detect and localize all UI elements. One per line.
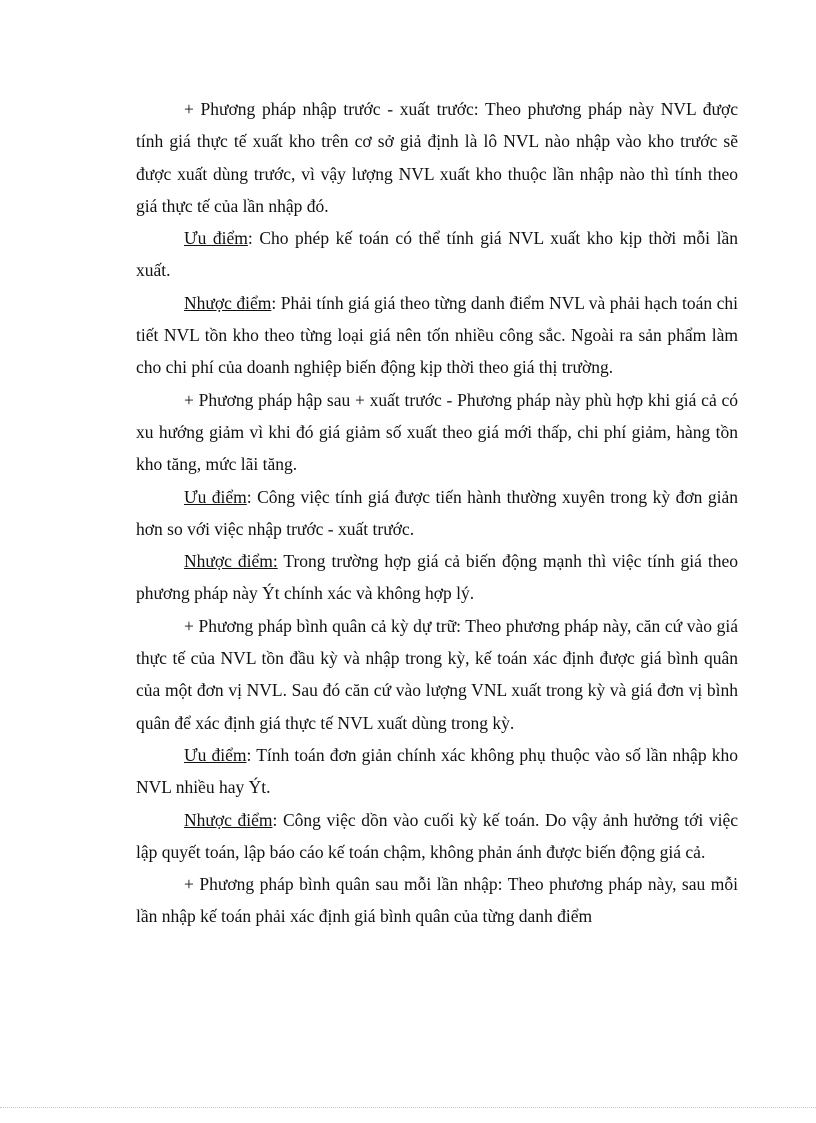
paragraph-text: + Phương pháp hập sau + xuất trước - Phương pháp này phù hợp khi giá cả có xu hướng giảm vì khi đó giá giảm số xuất theo giá mới thấp, chi phí giảm, hàng tồn kho tăng, mức lãi tăng. (136, 389, 738, 475)
paragraph-text: + Phương pháp bình quân cả kỳ dự trữ: Theo phương pháp này, căn cứ vào giá thực tế của NVL tồn đầu kỳ và nhập trong kỳ, kế toán xác định được giá bình quân của một đơn vị NVL. Sau đó căn cứ vào lượng VNL xuất trong kỳ và giá đơn vị bình quân để xác định giá thực tế NVL xuất dùng trong kỳ. (136, 615, 738, 733)
paragraph-period-average-description (136, 610, 738, 739)
paragraph-lifo-disadvantages (136, 545, 738, 610)
page-bottom-rule (0, 1107, 816, 1108)
paragraph-fifo-advantages (136, 222, 738, 287)
paragraph-period-average-disadvantages (136, 804, 738, 869)
advantages-label: Ưu điểm (184, 486, 247, 507)
paragraph-text: : Cho phép kế toán có thể tính giá NVL xuất kho kịp thời mỗi lần xuất. (136, 228, 738, 281)
paragraph-text: : Tính toán đơn giản chính xác không phụ thuộc vào số lần nhập kho NVL nhiều hay Ýt. (136, 744, 738, 798)
paragraph-text: + Phương pháp bình quân sau mỗi lần nhập: Theo phương pháp này, sau mỗi lần nhập kế toán phải xác định giá bình quân của từng danh điểm (136, 874, 738, 927)
paragraph-text: : Công việc tính giá được tiến hành thường xuyên trong kỳ đơn giản hơn so với việc nhập trước - xuất trước. (136, 486, 738, 539)
paragraph-lifo-advantages (136, 481, 738, 546)
disadvantages-label: Nhược điểm (184, 809, 273, 830)
paragraph-fifo-description (136, 93, 738, 222)
paragraph-text: : Công việc dồn vào cuối kỳ kế toán. Do vậy ảnh hưởng tới việc lập quyết toán, lập báo cáo kế toán chậm, không phản ánh được biến động giá cả. (136, 809, 738, 862)
paragraph-moving-average-description (136, 868, 738, 933)
paragraph-text: Trong trường hợp giá cả biến động mạnh thì việc tính giá theo phương pháp này Ýt chính xác và không hợp lý. (136, 551, 739, 604)
disadvantages-label: Nhược điểm: (184, 551, 278, 572)
disadvantages-label: Nhược điểm (184, 292, 272, 313)
advantages-label: Ưu điểm (184, 228, 248, 249)
advantages-label: Ưu điểm (184, 744, 247, 765)
paragraph-text: : Phải tính giá giá theo từng danh điểm NVL và phải hạch toán chi tiết NVL tồn kho theo từng loại giá nên tốn nhiều công sắc. Ngoài ra sản phẩm làm cho chi phí của doanh nghiệp biến động kịp thời theo giá thị trường. (136, 292, 739, 378)
paragraph-fifo-disadvantages (136, 287, 738, 384)
document-body (136, 93, 738, 933)
paragraph-text: + Phương pháp nhập trước - xuất trước: Theo phương pháp này NVL được tính giá thực tế xuất kho trên cơ sở giả định là lô NVL nào nhập vào kho trước sẽ được xuất dùng trước, vì vậy lượng NVL xuất kho thuộc lần nhập nào thì tính theo giá thực tế của lần nhập đó. (136, 99, 738, 216)
paragraph-period-average-advantages (136, 739, 738, 804)
paragraph-lifo-description (136, 384, 738, 481)
